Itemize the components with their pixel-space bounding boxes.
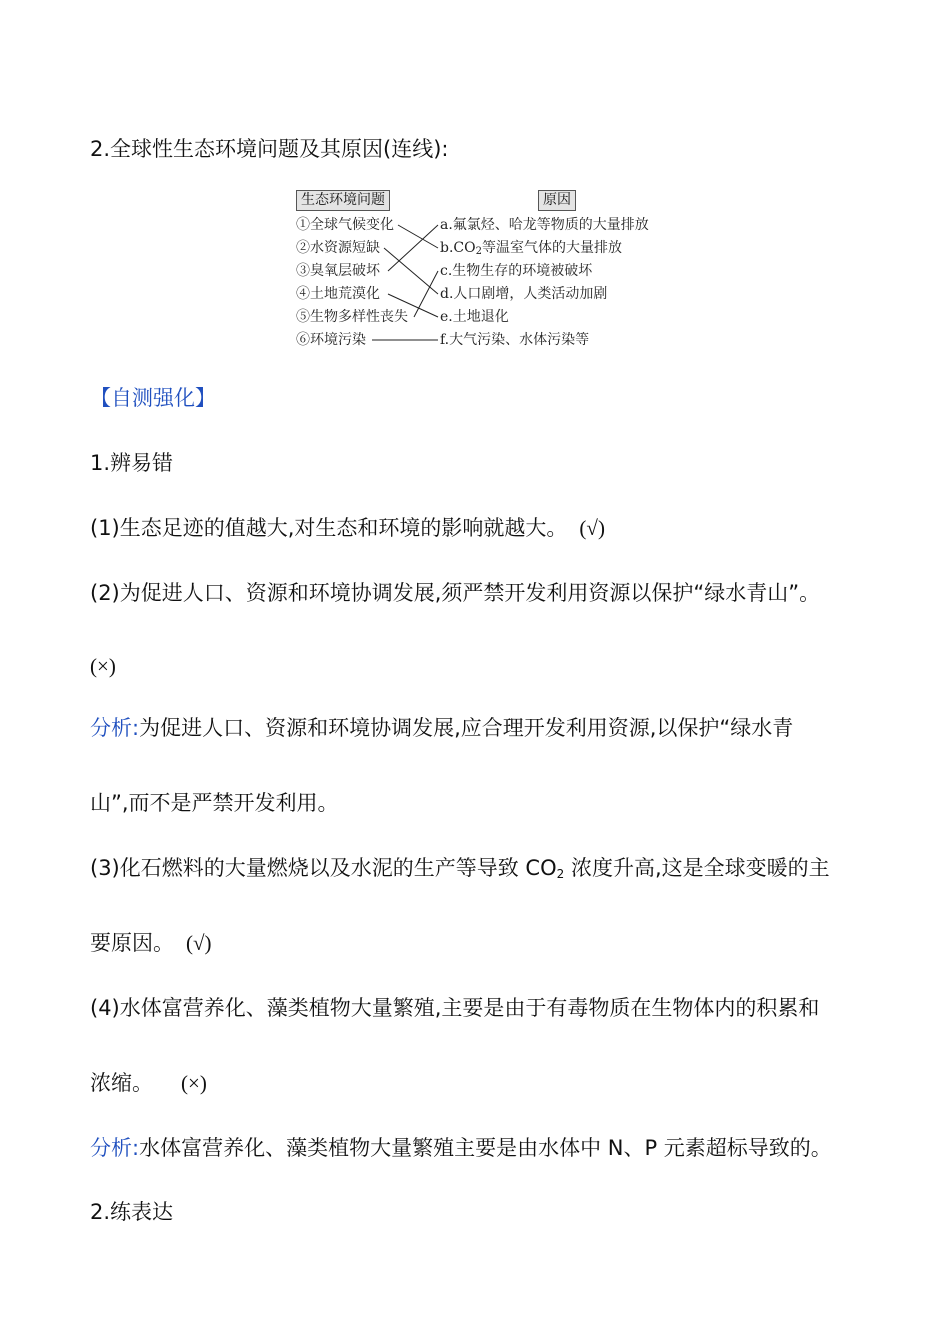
question-4-mark: (×) bbox=[181, 1071, 207, 1095]
connector-3-a bbox=[388, 225, 438, 271]
cause-item-e: e.土地退化 bbox=[440, 309, 509, 325]
self-test-title: 【自测强化】 bbox=[90, 386, 216, 410]
section-title-identify-errors: 1.辨易错 bbox=[90, 451, 174, 475]
connector-lines bbox=[294, 188, 664, 353]
analysis-4-text: 水体富营养化、藻类植物大量繁殖主要是由水体中 N、P 元素超标导致的。 bbox=[139, 1136, 832, 1160]
problem-item-2: ②水资源短缺 bbox=[296, 240, 380, 256]
matching-diagram bbox=[294, 188, 664, 353]
analysis-4 bbox=[90, 1133, 832, 1163]
question-3-line-1 bbox=[90, 853, 830, 883]
problem-item-6: ⑥环境污染 bbox=[296, 332, 366, 348]
cause-b-suffix: 等温室气体的大量排放 bbox=[481, 240, 622, 256]
question-3-mark: (√) bbox=[186, 931, 212, 955]
analysis-label: 分析: bbox=[90, 1136, 140, 1160]
section-title-practice-expression: 2.练表达 bbox=[90, 1200, 174, 1224]
diagram-left-header: 生态环境问题 bbox=[296, 190, 390, 211]
question-1-text: (1)生态足迹的值越大,对生态和环境的影响就越大。 bbox=[90, 516, 568, 540]
connector-1-b bbox=[398, 225, 438, 248]
connector-4-e bbox=[388, 294, 438, 317]
question-2-mark: (×) bbox=[90, 654, 116, 678]
question-4-text-2: 浓缩。 bbox=[90, 1071, 153, 1095]
co2-subscript: 2 bbox=[556, 867, 565, 881]
problem-item-3: ③臭氧层破坏 bbox=[296, 263, 380, 279]
cause-b-prefix: b.CO bbox=[440, 240, 476, 256]
analysis-2-line-1 bbox=[90, 713, 793, 743]
problem-item-1: ①全球气候变化 bbox=[296, 217, 394, 233]
cause-b-subscript: 2 bbox=[475, 246, 482, 257]
question-3-text-2: 要原因。 bbox=[90, 931, 174, 955]
question-3-text-pre: (3)化石燃料的大量燃烧以及水泥的生产等导致 CO bbox=[90, 856, 557, 880]
cause-item-f: f.大气污染、水体污染等 bbox=[440, 332, 590, 348]
section-heading-global-problems bbox=[90, 134, 449, 164]
question-3-line-2 bbox=[90, 928, 212, 958]
cause-item-a: a.氟氯烃、哈龙等物质的大量排放 bbox=[440, 217, 649, 233]
question-3-text-post: 浓度升高,这是全球变暖的主 bbox=[564, 856, 830, 880]
connector-5-c bbox=[414, 271, 438, 317]
analysis-label: 分析: bbox=[90, 716, 140, 740]
problem-item-4: ④土地荒漠化 bbox=[296, 286, 380, 302]
question-1-mark: (√) bbox=[579, 516, 605, 540]
question-2 bbox=[90, 578, 820, 608]
analysis-2-text-1: 为促进人口、资源和环境协调发展,应合理开发利用资源,以保护“绿水青 bbox=[139, 716, 794, 740]
problem-item-5: ⑤生物多样性丧失 bbox=[296, 309, 408, 325]
question-1 bbox=[90, 513, 605, 543]
analysis-2-line-2: 山”,而不是严禁开发利用。 bbox=[90, 791, 339, 815]
question-4-line-2 bbox=[90, 1068, 207, 1098]
cause-item-c: c.生物生存的环境被破坏 bbox=[440, 263, 593, 279]
question-4-line-1: (4)水体富营养化、藻类植物大量繁殖,主要是由于有毒物质在生物体内的积累和 bbox=[90, 996, 820, 1020]
heading-text: 2.全球性生态环境问题及其原因(连线): bbox=[90, 137, 449, 161]
diagram-right-header: 原因 bbox=[538, 190, 576, 211]
cause-item-d: d.人口剧增，人类活动加剧 bbox=[440, 286, 608, 302]
question-2-text: (2)为促进人口、资源和环境协调发展,须严禁开发利用资源以保护“绿水青山”。 bbox=[90, 581, 821, 605]
